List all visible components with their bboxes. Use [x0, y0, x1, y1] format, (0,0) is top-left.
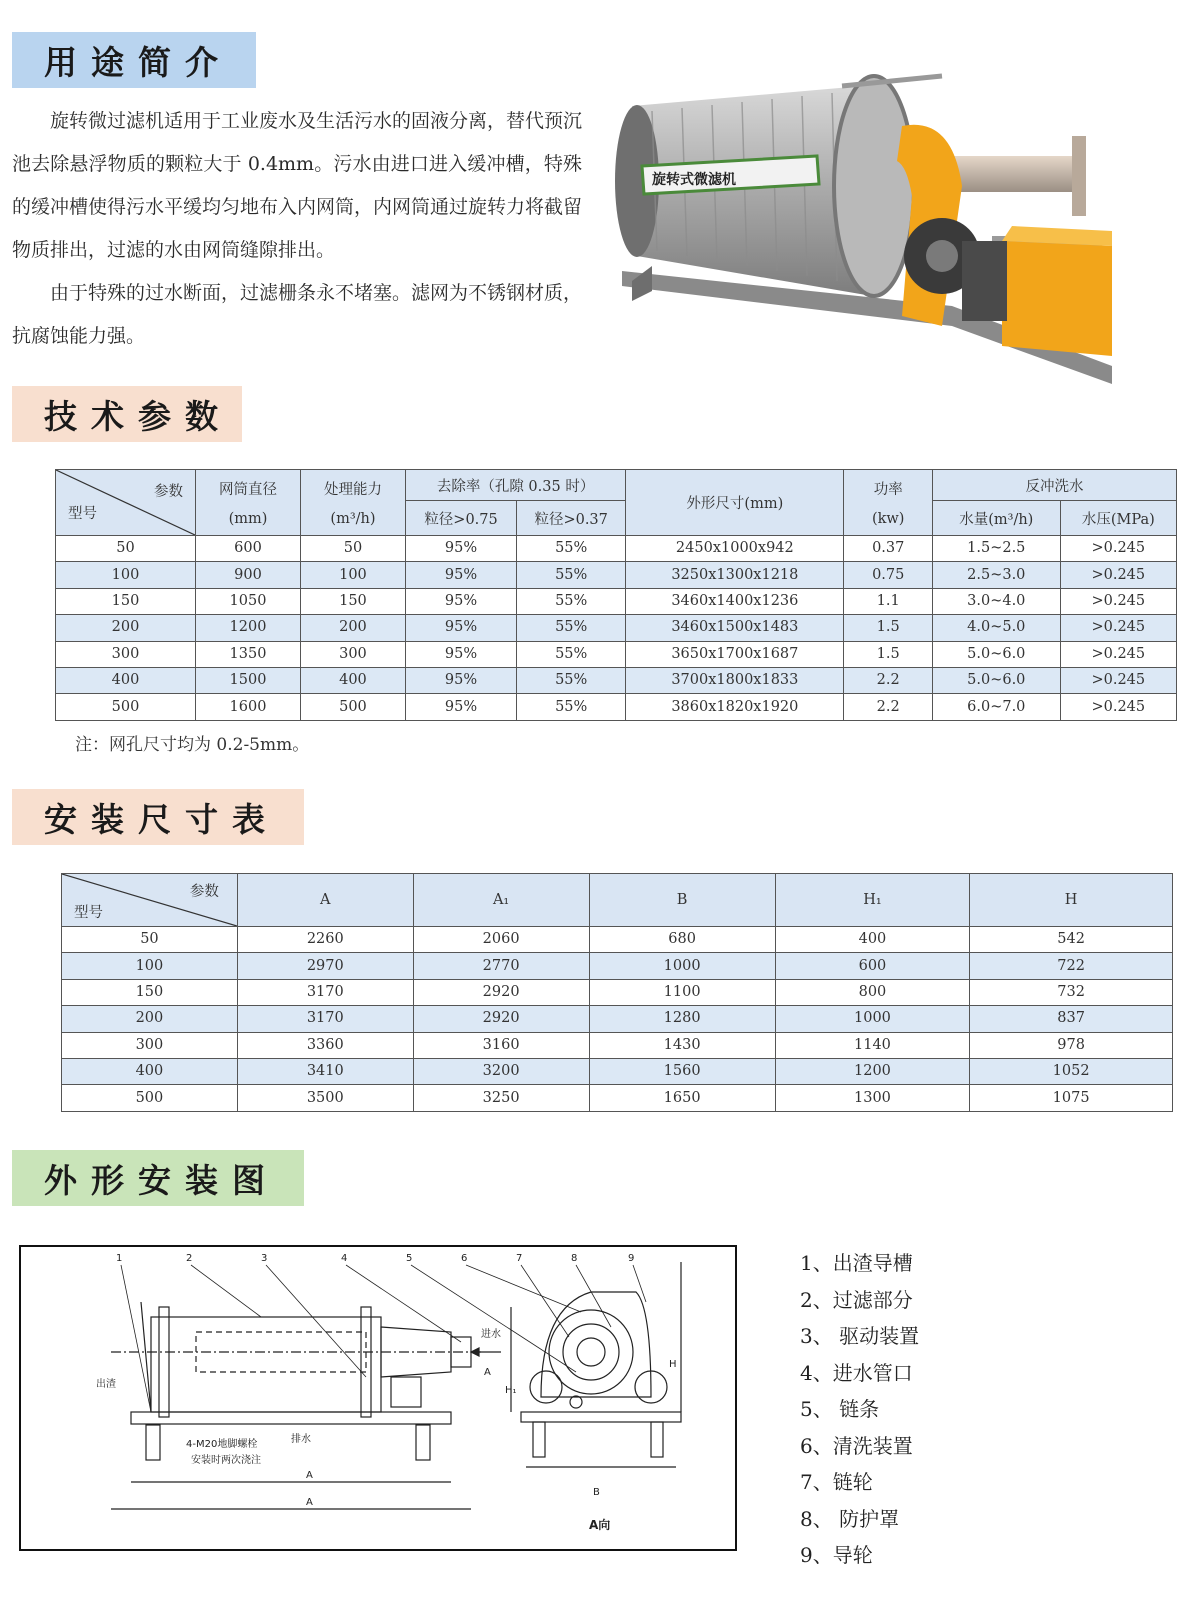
header-backwash: 反冲洗水 — [932, 470, 1176, 501]
table-cell: 1050 — [195, 588, 300, 614]
table-cell: 150 — [56, 588, 196, 614]
table-cell: 3200 — [413, 1058, 589, 1084]
header-pressure: 水压(MPa) — [1060, 501, 1176, 536]
table-cell: 95% — [405, 562, 516, 588]
table-cell: 100 — [56, 562, 196, 588]
table-cell: 1200 — [775, 1058, 969, 1084]
label-outlet: 出渣 — [96, 1379, 116, 1390]
dim-h: H — [669, 1359, 677, 1370]
table-cell: 978 — [970, 1032, 1173, 1058]
dim-a: A — [306, 1497, 313, 1508]
table-cell: 1140 — [775, 1032, 969, 1058]
table-cell: >0.245 — [1060, 615, 1176, 641]
table-cell: 150 — [62, 979, 238, 1005]
table-cell: 95% — [405, 667, 516, 693]
table-row — [62, 1085, 1173, 1111]
table-cell: 55% — [517, 641, 626, 667]
table-cell: 95% — [405, 641, 516, 667]
table-cell: 3460x1400x1236 — [626, 588, 844, 614]
motor — [391, 1377, 421, 1407]
table-cell: 400 — [56, 667, 196, 693]
table-cell: 2.5~3.0 — [932, 562, 1060, 588]
table-cell: 55% — [517, 615, 626, 641]
table-cell: 1350 — [195, 641, 300, 667]
table-cell: >0.245 — [1060, 562, 1176, 588]
table-cell: 2970 — [237, 953, 413, 979]
corner-param-label: 参数 — [189, 884, 219, 900]
table-cell: 1200 — [195, 615, 300, 641]
header-h: H — [970, 874, 1173, 927]
table-cell: 900 — [195, 562, 300, 588]
table-cell: 2060 — [413, 927, 589, 953]
table-cell: 3860x1820x1920 — [626, 694, 844, 720]
dim-a1: A — [306, 1470, 313, 1481]
table-row — [62, 953, 1173, 979]
table-cell: 95% — [405, 615, 516, 641]
header-a1: A₁ — [413, 874, 589, 927]
table-cell: 2.2 — [844, 667, 933, 693]
table-cell: 1.5 — [844, 615, 933, 641]
table-cell: 3360 — [237, 1032, 413, 1058]
table-cell: 400 — [775, 927, 969, 953]
table-cell: 55% — [517, 667, 626, 693]
callout-5: 5 — [406, 1253, 413, 1264]
table-cell: 2260 — [237, 927, 413, 953]
header-water: 水量(m³/h) — [932, 501, 1060, 536]
callout-2: 2 — [186, 1253, 193, 1264]
intro-paragraph-1: 旋转微过滤机适用于工业废水及生活污水的固液分离，替代预沉池去除悬浮物质的颗粒大于 0.4mm。污水由进口进入缓冲槽，特殊的缓冲槽使得污水平缓均匀地布入内网筒，内网筒通过旋转力将截留物质排出，过滤的水由网筒缝隙排出。 — [12, 110, 583, 261]
drum-outline — [151, 1317, 381, 1412]
table-cell: 500 — [62, 1085, 238, 1111]
header-dims: 外形尺寸(mm) — [626, 470, 844, 536]
table-cell: 400 — [62, 1058, 238, 1084]
table-cell: 3250x1300x1218 — [626, 562, 844, 588]
legend-item: 8、 防护罩 — [800, 1506, 900, 1531]
drawing-svg — [21, 1247, 735, 1549]
intro-text — [12, 100, 582, 358]
table-cell: 3650x1700x1687 — [626, 641, 844, 667]
header-power: 功率 (kw) — [844, 470, 933, 536]
table-row — [62, 927, 1173, 953]
table-cell: 1300 — [775, 1085, 969, 1111]
label-bolts: 4-M20地脚螺栓 — [186, 1439, 258, 1450]
table-cell: 95% — [405, 694, 516, 720]
base-frame — [131, 1412, 451, 1424]
table-cell: 800 — [775, 979, 969, 1005]
arrow-a-label: A — [484, 1367, 491, 1378]
header-b: B — [589, 874, 775, 927]
table-cell: 100 — [300, 562, 405, 588]
end-plate-left — [159, 1307, 169, 1417]
table-cell: 1075 — [970, 1085, 1173, 1111]
callout-4: 4 — [341, 1253, 348, 1264]
table-cell: 2770 — [413, 953, 589, 979]
callout-1: 1 — [116, 1253, 123, 1264]
table-cell: 3250 — [413, 1085, 589, 1111]
table-cell: 5.0~6.0 — [932, 667, 1060, 693]
table-cell: 55% — [517, 562, 626, 588]
tech-corner-cell — [56, 470, 196, 536]
label-grout: 安装时两次浇注 — [191, 1455, 261, 1466]
table-cell: 722 — [970, 953, 1173, 979]
header-a: A — [237, 874, 413, 927]
table-cell: 300 — [62, 1032, 238, 1058]
table-cell: 1000 — [775, 1006, 969, 1032]
corner-model-label: 型号 — [74, 905, 103, 921]
table-cell: 95% — [405, 536, 516, 562]
view-label: A向 — [589, 1518, 611, 1532]
header-h1: H₁ — [775, 874, 969, 927]
legend-item: 1、出渣导槽 — [800, 1251, 913, 1275]
legend-item: 4、进水管口 — [800, 1360, 913, 1385]
callout-3: 3 — [261, 1253, 268, 1264]
table-cell: 3170 — [237, 1006, 413, 1032]
table-row — [56, 694, 1177, 720]
callout-9: 9 — [628, 1253, 635, 1264]
table-row — [56, 615, 1177, 641]
label-inlet: 进水 — [481, 1329, 501, 1340]
table-row — [62, 979, 1173, 1005]
table-cell: 300 — [300, 641, 405, 667]
drawing-legend — [800, 1245, 919, 1574]
table-cell: 542 — [970, 927, 1173, 953]
table-row — [62, 1032, 1173, 1058]
table-cell: 1.5 — [844, 641, 933, 667]
table-cell: 1.5~2.5 — [932, 536, 1060, 562]
tech-params-table — [55, 469, 1177, 721]
legend-item: 7、链轮 — [800, 1470, 873, 1494]
table-cell: 55% — [517, 536, 626, 562]
table-cell: 150 — [300, 588, 405, 614]
table-cell: 50 — [56, 536, 196, 562]
table-cell: 100 — [62, 953, 238, 979]
table-cell: 732 — [970, 979, 1173, 1005]
table-cell: 55% — [517, 694, 626, 720]
table-cell: 3460x1500x1483 — [626, 615, 844, 641]
section-title-drawing: 外形安装图 — [12, 1150, 304, 1206]
table-cell: 200 — [56, 615, 196, 641]
table-cell: 2920 — [413, 1006, 589, 1032]
table-row — [62, 1058, 1173, 1084]
table-cell: 837 — [970, 1006, 1173, 1032]
dim-b: B — [593, 1487, 600, 1498]
table-cell: 95% — [405, 588, 516, 614]
table-cell: 0.37 — [844, 536, 933, 562]
table-cell: >0.245 — [1060, 667, 1176, 693]
table-cell: 600 — [775, 953, 969, 979]
table-row — [56, 536, 1177, 562]
legend-item: 6、清洗装置 — [800, 1433, 913, 1458]
table-cell: 1600 — [195, 694, 300, 720]
corner-model-label: 型号 — [68, 506, 97, 522]
corner-param-label: 参数 — [153, 484, 183, 500]
table-cell: >0.245 — [1060, 641, 1176, 667]
table-cell: 1100 — [589, 979, 775, 1005]
table-cell: 50 — [300, 536, 405, 562]
table-cell: 200 — [300, 615, 405, 641]
table-cell: 1430 — [589, 1032, 775, 1058]
table-cell: 3410 — [237, 1058, 413, 1084]
install-table-body — [62, 927, 1173, 1112]
install-corner-cell — [62, 874, 238, 927]
table-cell: 3.0~4.0 — [932, 588, 1060, 614]
header-diameter: 网筒直径 (mm) — [195, 470, 300, 536]
legend-item: 5、 链条 — [800, 1397, 880, 1421]
table-cell: 680 — [589, 927, 775, 953]
table-cell: >0.245 — [1060, 694, 1176, 720]
table-cell: 1052 — [970, 1058, 1173, 1084]
table-cell: 400 — [300, 667, 405, 693]
table-cell: 1000 — [589, 953, 775, 979]
table-cell: 600 — [195, 536, 300, 562]
product-photo — [612, 66, 1160, 406]
header-capacity: 处理能力 (m³/h) — [300, 470, 405, 536]
table-row — [56, 588, 1177, 614]
section-title-install: 安装尺寸表 — [12, 789, 304, 845]
table-cell: 300 — [56, 641, 196, 667]
table-cell: 1.1 — [844, 588, 933, 614]
callout-7: 7 — [516, 1253, 523, 1264]
header-size1: 粒径>0.75 — [405, 501, 516, 536]
table-row — [56, 667, 1177, 693]
table-cell: 0.75 — [844, 562, 933, 588]
table-cell: 1500 — [195, 667, 300, 693]
table-cell: 3700x1800x1833 — [626, 667, 844, 693]
table-cell: 3170 — [237, 979, 413, 1005]
table-row — [56, 641, 1177, 667]
nameplate-text: 旋转式微滤机 — [652, 172, 736, 188]
table-row — [62, 1006, 1173, 1032]
table-cell: 2450x1000x942 — [626, 536, 844, 562]
table-cell: 2.2 — [844, 694, 933, 720]
bolt-left — [146, 1425, 160, 1460]
table-note: 注：网孔尺寸均为 0.2-5mm。 — [75, 735, 310, 755]
tech-table-body — [56, 536, 1177, 721]
table-cell: 5.0~6.0 — [932, 641, 1060, 667]
table-cell: 500 — [56, 694, 196, 720]
end-view — [471, 1262, 681, 1467]
table-cell: 3160 — [413, 1032, 589, 1058]
installation-drawing — [19, 1245, 737, 1551]
table-cell: >0.245 — [1060, 536, 1176, 562]
label-drain: 排水 — [291, 1434, 311, 1445]
legend-item: 2、过滤部分 — [800, 1287, 913, 1312]
callout-8: 8 — [571, 1253, 578, 1264]
section-title-intro: 用途简介 — [12, 32, 256, 88]
table-row — [56, 562, 1177, 588]
table-cell: 6.0~7.0 — [932, 694, 1060, 720]
callout-6: 6 — [461, 1253, 468, 1264]
table-cell: 55% — [517, 588, 626, 614]
legend-item: 3、 驱动装置 — [800, 1324, 920, 1348]
header-size2: 粒径>0.37 — [517, 501, 626, 536]
table-cell: >0.245 — [1060, 588, 1176, 614]
bolt-right — [416, 1425, 430, 1460]
table-cell: 4.0~5.0 — [932, 615, 1060, 641]
table-cell: 1280 — [589, 1006, 775, 1032]
table-cell: 1560 — [589, 1058, 775, 1084]
table-cell: 1650 — [589, 1085, 775, 1111]
install-dims-table — [61, 873, 1173, 1112]
intro-paragraph-2: 由于特殊的过水断面，过滤栅条永不堵塞。滤网为不锈钢材质，抗腐蚀能力强。 — [12, 282, 583, 347]
table-cell: 2920 — [413, 979, 589, 1005]
table-cell: 3500 — [237, 1085, 413, 1111]
dim-h1: H₁ — [505, 1385, 517, 1396]
legend-item: 9、导轮 — [800, 1543, 873, 1567]
table-cell: 200 — [62, 1006, 238, 1032]
table-cell: 500 — [300, 694, 405, 720]
table-cell: 50 — [62, 927, 238, 953]
section-title-tech: 技术参数 — [12, 386, 242, 442]
header-removal: 去除率（孔隙 0.35 时） — [405, 470, 625, 501]
